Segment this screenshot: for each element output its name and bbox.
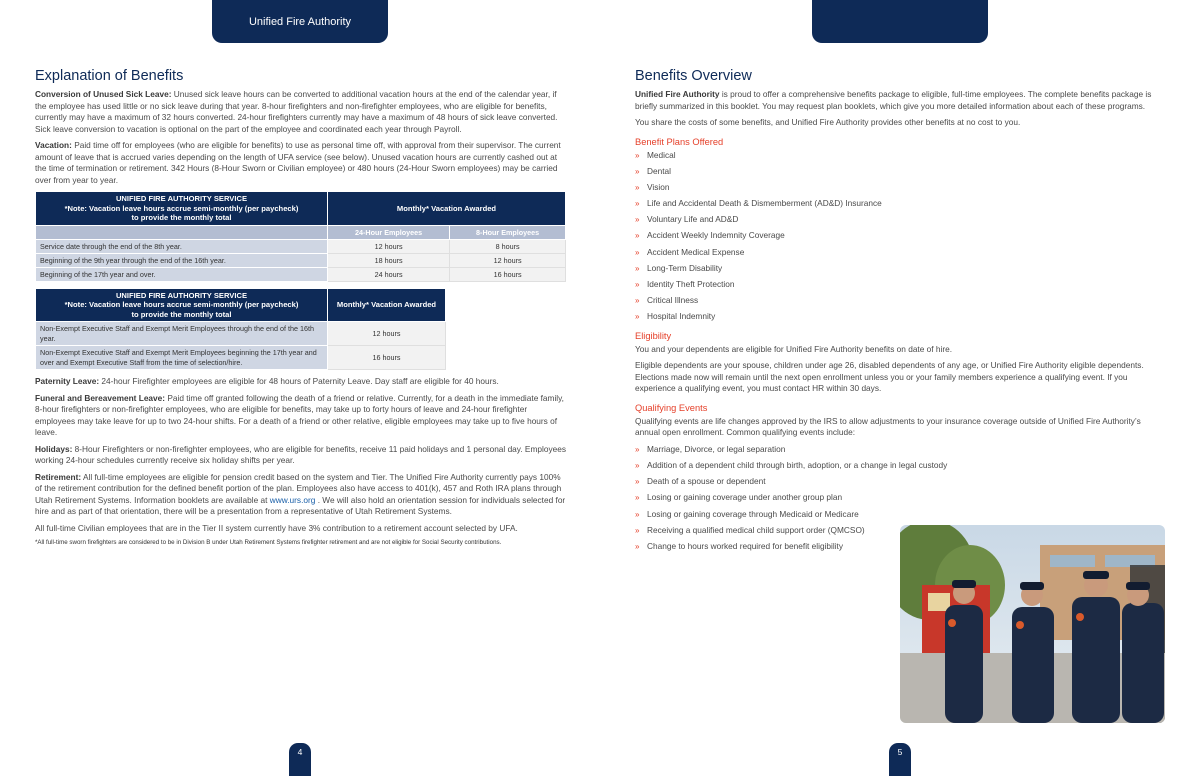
bullet-icon: » <box>635 444 640 454</box>
table-row: Non-Exempt Executive Staff and Exempt Merit Employees beginning the 17th year and over and Exempt Executive Staff from the time of selection/hire. 16 hours <box>36 346 446 370</box>
list-item: » Addition of a dependent child through birth, adoption, or a change in legal custody <box>635 460 948 471</box>
bullet-icon: » <box>635 182 640 192</box>
list-item: » Accident Weekly Indemnity Coverage <box>635 230 785 241</box>
share-paragraph: You share the costs of some benefits, and Unified Fire Authority provides other benefits at no cost to you. <box>635 117 1021 127</box>
table-subheader-24: 24-Hour Employees <box>328 225 450 239</box>
list-item: » Long-Term Disability <box>635 262 723 273</box>
bullet-icon: » <box>635 150 640 160</box>
plans-list <box>635 150 1167 323</box>
list-item: » Losing or gaining coverage under another group plan <box>635 492 843 503</box>
bullet-icon: » <box>635 461 640 471</box>
civilian-paragraph: All full-time Civilian employees that are in the Tier II system currently have 3% contribution to a retirement account selected by UFA. <box>35 522 518 533</box>
bullet-icon: » <box>635 263 640 273</box>
list-item: » Marriage, Divorce, or legal separation <box>635 443 786 454</box>
page-title-left: Explanation of Benefits <box>35 68 184 84</box>
table-subheader-empty <box>36 225 328 239</box>
header-tab-title: Unified Fire Authority <box>248 15 352 28</box>
header-tab-left <box>212 0 388 43</box>
eligibility-paragraph-2: Eligible dependents are your spouse, children under age 26, disabled dependents of any age, or Unified Fire Authority eligible dependents. Elections made now will remain until the next open enrollment unless you or your family members experience a qualifying event. If you experience a qualifying event, you must contact HR within 30 days. <box>635 360 1144 394</box>
list-item: » Change to hours worked required for benefit eligibility <box>635 541 844 551</box>
sick-leave-paragraph: Conversion of Unused Sick Leave: Unused sick leave hours can be converted to additional vacation hours at the end of the calendar year, if the employee has used little or no sick leave during that year. 8-hour firefighters and non-firefighter employees, who are eligible for benefits, currently may have a maximum of 32 hours converted. 24-hour firefighters currently may have a maximum of 48 hours of sick leave converted. Sick leave conversion to vacation is optional on the part of the employee and coordinated each year through Payroll. <box>35 89 558 134</box>
list-item: » Vision <box>635 181 670 192</box>
bullet-icon: » <box>635 493 640 503</box>
bullet-icon: » <box>635 280 640 289</box>
list-item: » Hospital Indemnity <box>635 311 716 322</box>
bullet-icon: » <box>635 199 640 209</box>
qualifying-intro: Qualifying events are life changes approved by the IRS to allow adjustments to your insurance coverage outside of Unified Fire Authority’s annual open enrollment. Common qualifying events include: <box>635 415 1141 438</box>
table-row: Beginning of the 17th year and over. 24 hours 16 hours <box>36 267 566 281</box>
executive-vacation-table <box>35 288 446 371</box>
header-tab-right <box>812 0 988 43</box>
bullet-icon: » <box>635 312 640 322</box>
retirement-paragraph: Retirement: All full-time employees are eligible for pension credit based on the system and Tier. The Unified Fire Authority currently pays 100% of the retirement contribution for the defined benefit portion of the plan. Employees also have access to 401(k), 457 and Roth IRA plans through Utah Retirement Systems. Information booklets are available at www.urs.org . We will also hold an orientation session for individuals selected for hire and as part of that orientation, there will be a presentation from a representative of Utah Retirement Systems. <box>35 471 566 516</box>
table-header-monthly: Monthly* Vacation Awarded <box>328 192 566 226</box>
list-item: » Medical <box>635 149 676 160</box>
footnote: *All full-time sworn firefighters are considered to be in Division B under Utah Retirement Systems firefighter retirement and are not eligible for Social Security contributions. <box>35 539 502 546</box>
right-page <box>635 66 1167 557</box>
page-number-right: 5 <box>889 743 911 776</box>
bullet-icon: » <box>635 231 640 241</box>
eligibility-heading: Eligibility <box>635 330 672 341</box>
holidays-paragraph: Holidays: 8-Hour Firefighters or non-firefighter employees, who are eligible for benefits, receive 11 paid holidays and 1 personal day. Employees working 24-hour schedules currently receive six holiday shifts per year. <box>35 443 566 465</box>
list-item: » Identity Theft Protection <box>635 279 735 289</box>
list-item: » Losing or gaining coverage through Medicaid or Medicare <box>635 508 859 519</box>
qualifying-heading: Qualifying Events <box>635 402 708 413</box>
table-header-service: UNIFIED FIRE AUTHORITY SERVICE *Note: Vacation leave hours accrue semi-monthly (per paycheck) to provide the monthly total <box>36 192 328 226</box>
left-page <box>35 66 567 552</box>
page-title-right: Benefits Overview <box>635 68 752 84</box>
bullet-icon: » <box>635 525 640 535</box>
list-item: » Accident Medical Expense <box>635 246 745 257</box>
bullet-icon: » <box>635 215 640 225</box>
funeral-paragraph: Funeral and Bereavement Leave: Paid time off granted following the death of a friend or relative. Currently, for a death in the immediate family, 8-hour firefighters or non-firefighter employees, who are eligible for benefits, may take up to forty hours of leave and 24-hour firefighter employees may take leave for up to two 24-hour shifts. For a death of a friend or other relative, eligible employees may take up to five hours of leave. <box>35 392 564 437</box>
bullet-icon: » <box>635 247 640 257</box>
list-item: » Voluntary Life and AD&D <box>635 214 739 225</box>
list-item: » Dental <box>635 165 671 176</box>
events-list <box>635 443 948 553</box>
table-row: Beginning of the 9th year through the end of the 16th year. 18 hours 12 hours <box>36 253 566 267</box>
vacation-table <box>35 191 566 282</box>
urs-link[interactable]: www.urs.org <box>269 494 316 505</box>
table-header-service: UNIFIED FIRE AUTHORITY SERVICE *Note: Vacation leave hours accrue semi-monthly (per paycheck) to provide the monthly total <box>36 288 328 322</box>
bullet-icon: » <box>635 542 640 551</box>
eligibility-paragraph-1: You and your dependents are eligible for Unified Fire Authority benefits on date of hire. <box>635 343 953 354</box>
table-row: Non-Exempt Executive Staff and Exempt Merit Employees through the end of the 16th year. 12 hours <box>36 322 446 346</box>
bullet-icon: » <box>635 477 640 487</box>
bullet-icon: » <box>635 509 640 519</box>
page-number-left: 4 <box>289 743 311 776</box>
paternity-paragraph: Paternity Leave: 24-hour Firefighter employees are eligible for 48 hours of Paternity Leave. Day staff are eligible for 40 hours. <box>35 376 499 386</box>
bullet-icon: » <box>635 296 640 306</box>
vacation-paragraph: Vacation: Paid time off for employees (who are eligible for benefits) to use as personal time off, with approval from their supervisor. The current amount of leave that is accrued varies depending on the length of UFA service (see below). Unused vacation hours are currently cashed out at the time of termination or retirement. 342 Hours (8-Hour Sworn or Civilian employee) or 480 hours (24-Hour Sworn employees) may be carried over from year to year. <box>35 140 561 185</box>
table-subheader-8: 8-Hour Employees <box>450 225 566 239</box>
list-item: » Receiving a qualified medical child support order (QMCSO) <box>635 524 865 535</box>
bullet-icon: » <box>635 166 640 176</box>
intro-paragraph: Unified Fire Authority is proud to offer a comprehensive benefits package to eligible, full-time employees. The complete benefits package is briefly summarized in this booklet. You may request plan booklets, which give you more detailed information about each of these programs. <box>635 89 1152 111</box>
list-item: » Life and Accidental Death & Dismemberment (AD&D) Insurance <box>635 198 882 209</box>
list-item: » Death of a spouse or dependent <box>635 476 766 487</box>
plans-heading: Benefit Plans Offered <box>635 136 724 147</box>
table-header-monthly: Monthly* Vacation Awarded <box>328 288 446 322</box>
firefighters-photo <box>900 525 1165 723</box>
list-item: » Critical Illness <box>635 295 699 306</box>
table-row: Service date through the end of the 8th year. 12 hours 8 hours <box>36 239 566 253</box>
